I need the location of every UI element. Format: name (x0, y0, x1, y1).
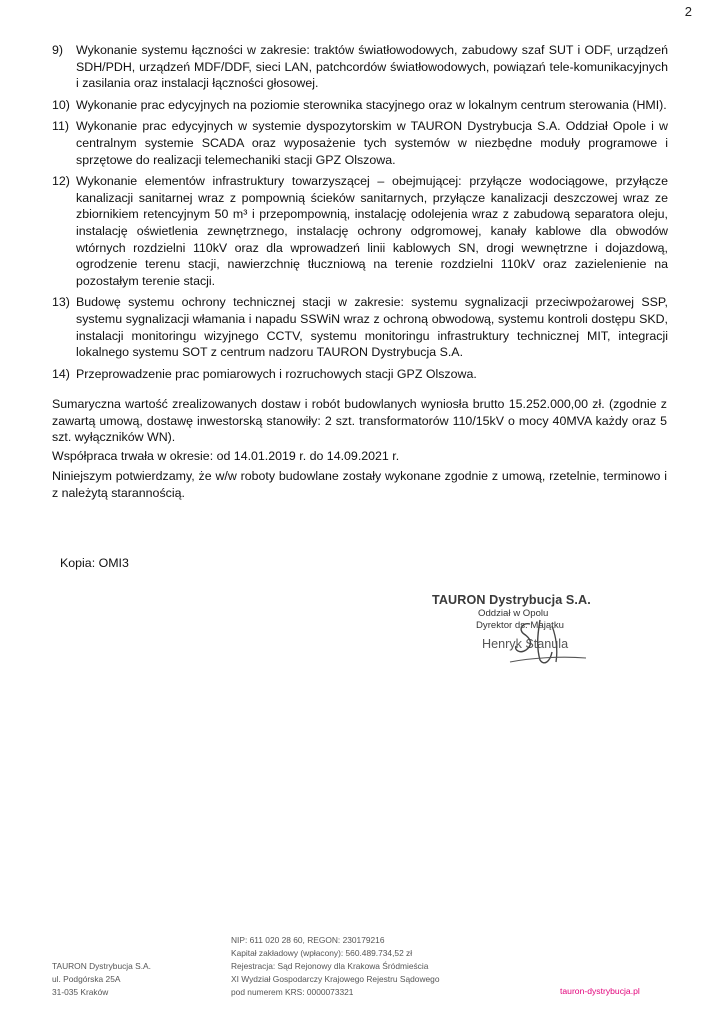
cooperation-period: Współpraca trwała w okresie: od 14.01.2019 r. do 14.09.2021 r. (52, 449, 400, 463)
list-item-text: Wykonanie prac edycyjnych w systemie dyspozytorskim w TAURON Dystrybucja S.A. Oddział Opole i w centralnym systemie SCADA oraz wyposażenie tych systemów w niezbędne moduły programowe i sprzętowe do realizacji telemechaniki stacji GPZ Olszowa. (76, 119, 668, 167)
scope-list (52, 42, 668, 387)
signatory-title: Dyrektor ds. Majątku (476, 620, 564, 631)
list-item-text: Wykonanie prac edycyjnych na poziomie sterownika stacyjnego oraz w lokalnym centrum sterowania (HMI). (76, 97, 667, 112)
footer-krs: pod numerem KRS: 0000073321 (231, 987, 354, 997)
list-item (52, 294, 668, 360)
footer-court: Rejestracja: Sąd Rejonowy dla Krakowa Śródmieścia (231, 961, 429, 971)
handwritten-signature (500, 616, 590, 668)
confirmation-paragraph: Niniejszym potwierdzamy, że w/w roboty budowlane zostały wykonane zgodnie z umową, rzetelnie, terminowo i z należytą starannością. (52, 469, 667, 500)
list-item-text: Przeprowadzenie prac pomiarowych i rozruchowych stacji GPZ Olszowa. (76, 366, 477, 381)
list-item (52, 173, 668, 289)
list-item-text: Wykonanie elementów infrastruktury towarzyszącej – obejmującej: przyłącze wodociągowe, przyłącze kanalizacji sanitarnej wraz z pompownią ścieków sanitarnych, przyłącze kanalizacji deszczowej wraz ze zbiornikiem retencyjnym 50 m³ i przepompownią, instalację odolejenia wraz z zabudową separatora oleju, instalację oświetlenia zewnętrznego, instalację ochrony odgromowej, kanały kablowe dla obwodów wtórnych rozdzielni 110kV oraz dla wprowadzeń linii kablowych SN, drogi wewnętrzne i dojazdową, ogrodzenie terenu stacji, nawierzchnię tłuczniową na terenie rozdzielni 110kV oraz zazielenienie na pozostałym terenie stacji. (76, 174, 668, 288)
signatory-company: TAURON Dystrybucja S.A. (432, 593, 591, 607)
list-item-number: 14) (52, 366, 70, 381)
footer-capital: Kapitał zakładowy (wpłacony): 560.489.734,52 zł (231, 948, 413, 958)
footer-nip-regon: NIP: 611 020 28 60, REGON: 230179216 (231, 935, 385, 945)
list-item-number: 13) (52, 295, 70, 310)
footer-street: ul. Podgórska 25A (52, 974, 121, 984)
list-item-text: Budowę systemu ochrony technicznej stacji w zakresie: systemu sygnalizacji przeciwpożarowej SSP, systemu sygnalizacji włamania i napadu SSWiN wraz z ochroną obwodową, systemu kontroli dostępu SKD, instalacji monitoringu wizyjnego CCTV, systemu monitoringu infrastruktury technicznej MIT, integracji lokalnego systemu SOT z centrum nadzoru TAURON Dystrybucja S.A. (76, 295, 668, 360)
list-item (52, 97, 668, 114)
list-item-number: 11) (52, 119, 69, 134)
footer-company-name: TAURON Dystrybucja S.A. (52, 961, 151, 971)
footer-website-link[interactable]: tauron-dystrybucja.pl (560, 986, 640, 996)
list-item-number: 10) (52, 97, 70, 112)
signatory-name: Henryk Stanula (482, 637, 569, 651)
list-item-number: 12) (52, 174, 70, 189)
footer-city: 31-035 Kraków (52, 987, 109, 997)
footer-registration (231, 934, 439, 999)
copy-note: Kopia: OMI3 (60, 556, 129, 570)
list-item-text: Wykonanie systemu łączności w zakresie: traktów światłowodowych, zabudowy szaf SUT i ODF, urządzeń SDH/PDH, urządzeń MDF/DDF, sieci LAN, patchcordów światłowodowych, powiązań tele-komunikacyjnych i zasilania oraz instalacji łączności głosowej. (76, 43, 668, 91)
list-item (52, 118, 668, 168)
list-item (52, 366, 668, 383)
page-number: 2 (684, 4, 692, 19)
signatory-branch: Oddział w Opolu (478, 608, 549, 619)
total-value-paragraph: Sumaryczna wartość zrealizowanych dostaw i robót budowlanych wyniosła brutto 15.252.000,00 zł. (zgodnie z zawartą umową, dostawę inwestorską stanowiły: 2 szt. transformatorów 110/15kV o mocy 40MVA każdy oraz 5 szt. wyłączników WN). (52, 397, 667, 445)
list-item-number: 9) (52, 43, 64, 57)
footer-court-division: XI Wydział Gospodarczy Krajowego Rejestru Sądowego (231, 974, 440, 984)
list-item (52, 42, 668, 92)
footer-company-address (52, 960, 151, 999)
